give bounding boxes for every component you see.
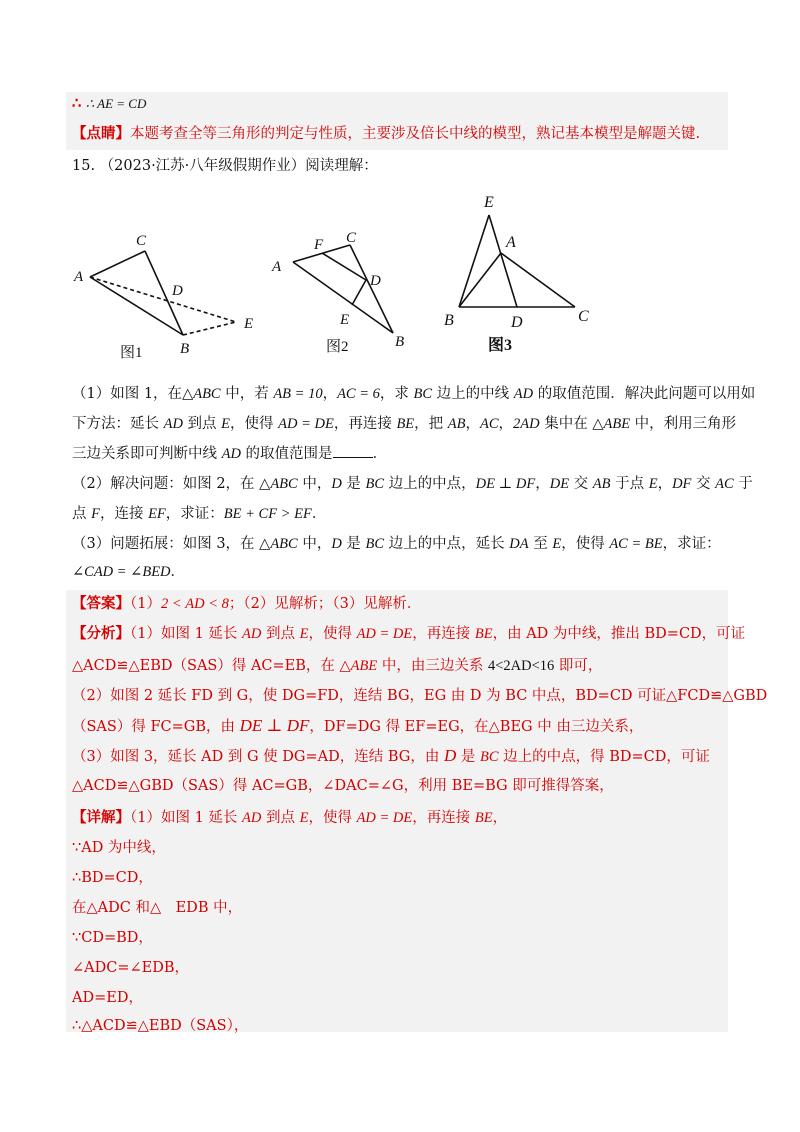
an-l2-m1: △ABE (339, 658, 378, 674)
q3-m2: D (331, 536, 342, 552)
detail-line-2 (72, 838, 166, 858)
q1-text-f: 的取值范围．解决此问题可以用如 (533, 386, 756, 402)
dt-l1-m4: BE (474, 810, 493, 826)
comment-tag: 【点睛】 (72, 125, 130, 142)
q2-m6: AB (592, 476, 611, 492)
q1-l2-m6: AC (480, 416, 499, 432)
dt-l1-d: ，再连接 (412, 810, 475, 826)
q2-g: 于点 (610, 476, 649, 492)
figure-1 (90, 251, 236, 335)
q3-l2-math: ∠CAD = ∠BED (72, 564, 171, 580)
prev-conclusion-math: ∴ AE = CD (85, 96, 147, 111)
q1-l2-m2: E (221, 416, 231, 432)
q3-g: ，求证： (662, 536, 721, 552)
q3-m1: △ABC (259, 536, 298, 552)
answer-tag: 【答案】 (72, 595, 130, 612)
q3-c: 是 (341, 536, 366, 552)
q2-c: 是 (341, 476, 366, 492)
q2-m2: D (331, 476, 342, 492)
dt-l1-a: （1）如图 1 延长 (130, 810, 243, 826)
comment-text: 本题考查全等三角形的判定与性质，主要涉及倍长中线的模型，熟记基本模型是解题关键. (130, 126, 701, 142)
an-l2-c: 即可， (554, 658, 603, 674)
fig1-segment-AE (90, 277, 236, 322)
an-l6: △ACD≌△GBD（SAS）得 AC=GB，∠DAC=∠G，利用 BE=BG 即可推得答案， (72, 778, 614, 794)
an-l2-m2: 4<2AD<16 (487, 658, 555, 674)
q1-l2-m7: 2AD (513, 416, 540, 432)
q1-math-ab: AB = 10 (273, 386, 323, 402)
q2-a: （2）解决问题：如图 2，在 (72, 476, 260, 492)
q1-l3-c: ． (372, 446, 388, 462)
fig1-segment-AC (90, 251, 145, 277)
an-l1-c: ，使得 (308, 626, 357, 642)
answer-math: 2 < AD < 8 (160, 596, 229, 612)
q2-line-1 (72, 474, 753, 494)
dt-l1-m3: AD = DE (356, 810, 413, 826)
detail-line-7 (72, 988, 143, 1008)
q1-math-ac: AC = 6 (337, 386, 380, 402)
q3-m5: E (552, 536, 562, 552)
fig1-segment-BE (183, 322, 236, 335)
analysis-line-2 (72, 656, 602, 676)
dt-l5: ∵CD=BD， (72, 930, 153, 946)
q1-l3-a: 三边关系即可判断中线 (72, 446, 222, 462)
fig3-segment-BA (459, 253, 501, 307)
q1-l2-m5: AB (447, 416, 466, 432)
detail-tag: 【详解】 (72, 809, 130, 826)
an-l5-a: （3）如图 3，延长 AD 到 G 使 DG=AD，连结 BG，由 (72, 749, 444, 765)
q2-j: 于 (733, 476, 753, 492)
q1-text-e: 边上的中线 (432, 386, 514, 402)
fig1-label-E: E (244, 316, 254, 332)
q1-text-c: ， (322, 386, 338, 402)
q1-l2-i: 中，利用三角形 (630, 416, 737, 432)
an-l4-m1: DE ⊥ DF (239, 716, 310, 735)
q1-l2-f: ， (465, 416, 480, 432)
dt-l3: ∴BD=CD， (72, 870, 153, 886)
an-l4-b: ，DF=DG 得 EF=EG，在△BEG 中 由三边关系， (309, 719, 644, 735)
q2-l2-m1: F (91, 506, 100, 522)
q1-l2-h: 集中在 (539, 416, 593, 432)
q2-l2-m2: EF (148, 506, 166, 522)
q3-m6: AC = BE (609, 536, 663, 552)
q1-l2-b: 到点 (182, 416, 222, 432)
q3-e: 至 (528, 536, 553, 552)
q1-math-triangle: △ABC (182, 386, 221, 402)
q1-l2-m4: BE (396, 416, 415, 432)
fig1-label-B: B (180, 341, 190, 357)
q1-l2-m3: AD = DE (278, 416, 334, 432)
dt-l1-c: ，使得 (308, 810, 357, 826)
q2-l2-d: ． (311, 506, 327, 522)
an-l1-m1: AD (242, 626, 262, 642)
q2-l2-m3: BE + CF > EF (223, 506, 312, 522)
answer-line (72, 594, 421, 614)
detail-line-6 (72, 958, 189, 978)
fig3-label-C: C (578, 308, 589, 325)
an-l1-b: 到点 (261, 626, 300, 642)
fig2-label-E: E (340, 312, 350, 328)
fig3-label-D: D (511, 314, 523, 331)
dt-l1-e: ， (492, 810, 508, 826)
q2-m4: DE ⊥ DF (475, 476, 536, 492)
q2-m8: DF (672, 476, 692, 492)
question-number: 15. (72, 158, 96, 174)
an-l1-d: ，再连接 (412, 626, 475, 642)
q2-b: 中， (297, 476, 332, 492)
q3-m3: BC (365, 536, 385, 552)
detail-line-5 (72, 928, 153, 948)
an-l5-c: 边上的中点，得 BD=CD，可证 (498, 749, 710, 765)
q3-l2-end: ． (170, 564, 186, 580)
analysis-tag: 【分析】 (72, 625, 130, 642)
q2-m1: △ABC (259, 476, 298, 492)
analysis-line-5 (72, 746, 710, 767)
q2-e: ， (535, 476, 550, 492)
fig3-label-E: E (484, 194, 494, 211)
question-source: （2023·江苏·八年级假期作业）阅读理解： (99, 158, 378, 174)
fig1-label-C: C (136, 233, 147, 249)
q2-l2-c: ，求证： (165, 506, 224, 522)
fig2-label-C: C (346, 230, 357, 246)
q1-l2-g: ， (498, 416, 514, 432)
fig2-label-A: A (272, 259, 282, 275)
q3-m4: DA (509, 536, 529, 552)
q1-math-bc: BC (413, 386, 433, 402)
dt-l2: ∵AD 为中线， (72, 840, 166, 856)
fig3-segment-AC (501, 253, 575, 307)
q1-line-3 (72, 444, 387, 464)
question-header (72, 156, 378, 176)
dt-l8: ∴△ACD≌△EBD（SAS）， (72, 1018, 249, 1034)
q3-b: 中， (297, 536, 332, 552)
prev-conclusion (72, 94, 146, 114)
an-l4-a: （SAS）得 FC=GB，由 (72, 719, 240, 735)
q3-f: ，使得 (561, 536, 610, 552)
q1-line-1 (72, 384, 755, 404)
detail-line-8 (72, 1016, 248, 1036)
q2-l2-a: 点 (72, 506, 92, 522)
analysis-line-6 (72, 776, 614, 796)
fig3-label-A: A (506, 234, 516, 251)
q1-l2-m8: △ABE (592, 416, 631, 432)
dt-l6: ∠ADC=∠EDB， (72, 960, 190, 976)
detail-line-3 (72, 868, 153, 888)
q1-l2-e: ，把 (414, 416, 448, 432)
fig3-label-B: B (444, 312, 454, 329)
analysis-line-1 (72, 624, 745, 644)
q2-m9: AC (715, 476, 734, 492)
q1-math-ad: AD (513, 386, 534, 402)
fig2-segment-FD (322, 253, 366, 280)
fig3-segment-BE (459, 215, 489, 307)
an-l5-m1: D (443, 746, 457, 765)
dt-l1-m1: AD (242, 810, 262, 826)
an-l2-b: 中，由三边关系 (377, 658, 488, 674)
dt-l4: 在△ADC 和△ EDB 中， (72, 900, 243, 916)
dt-l1-b: 到点 (261, 810, 300, 826)
q3-d: 边上的中点，延长 (384, 536, 510, 552)
answer-a: （1） (130, 596, 161, 612)
q1-text-d: ，求 (379, 386, 414, 402)
figures (0, 185, 800, 375)
analysis-line-3 (72, 686, 767, 706)
q2-h: ， (657, 476, 673, 492)
therefore-symbol: ∴ (72, 95, 82, 112)
an-l1-m2: E (299, 626, 309, 642)
q1-l3-m1: AD (221, 446, 241, 462)
q2-m3: BC (365, 476, 385, 492)
q1-l3-b: 的取值范围是 (240, 446, 333, 462)
fig1-caption: 图1 (120, 345, 143, 361)
q2-m7: E (648, 476, 658, 492)
comment-line (72, 124, 700, 144)
an-l5-b: 是 (456, 749, 480, 765)
q3-line-2 (72, 562, 185, 582)
fig1-label-A: A (74, 269, 84, 285)
q3-line-1 (72, 534, 721, 554)
an-l1-m4: BE (474, 626, 493, 642)
fig2-label-D: D (370, 273, 381, 289)
analysis-line-4 (72, 716, 643, 737)
figure-3 (459, 215, 575, 307)
q1-l2-d: ，再连接 (333, 416, 397, 432)
fig1-label-D: D (172, 283, 183, 299)
q1-text-b: 中，若 (220, 386, 274, 402)
an-l3: （2）如图 2 延长 FD 到 G，使 DG=FD，连结 BG，EG 由 D 为 BC 中点，BD=CD 可证△FCD≌△GBD (72, 688, 768, 704)
q2-f: 交 (569, 476, 593, 492)
answer-blank (333, 445, 373, 458)
an-l1-e: ，由 AD 为中线，推出 BD=CD，可证 (492, 626, 746, 642)
fig2-segment-DE (352, 280, 366, 305)
an-l1-a: （1）如图 1 延长 (130, 626, 243, 642)
answer-b: ；（2）见解析；（3）见解析． (228, 596, 422, 612)
q1-l2-a: 下方法：延长 (72, 416, 164, 432)
detail-line-4 (72, 898, 242, 918)
fig2-label-F: F (314, 237, 324, 253)
dt-l1-m2: E (299, 810, 309, 826)
q2-m5: DE (549, 476, 570, 492)
fig2-label-B: B (395, 334, 405, 350)
q1-l2-m1: AD (163, 416, 183, 432)
an-l5-m2: BC (479, 749, 499, 765)
q1-l2-c: ，使得 (230, 416, 279, 432)
dt-l7: AD=ED， (72, 990, 143, 1006)
fig3-caption: 图3 (488, 337, 513, 354)
fig2-segment-CB (350, 245, 393, 333)
q1-line-2 (72, 414, 736, 434)
q2-i: 交 (691, 476, 716, 492)
q1-text-a: （1）如图 1，在 (72, 386, 183, 402)
detail-line-1 (72, 808, 507, 828)
fig2-caption: 图2 (326, 339, 349, 355)
q2-line-2 (72, 504, 326, 524)
an-l2-a: △ACD≌△EBD（SAS）得 AC=EB，在 (72, 658, 340, 674)
q2-l2-b: ，连接 (99, 506, 149, 522)
q3-a: （3）问题拓展：如图 3，在 (72, 536, 260, 552)
q2-d: 边上的中点， (384, 476, 476, 492)
an-l1-m3: AD = DE (356, 626, 413, 642)
